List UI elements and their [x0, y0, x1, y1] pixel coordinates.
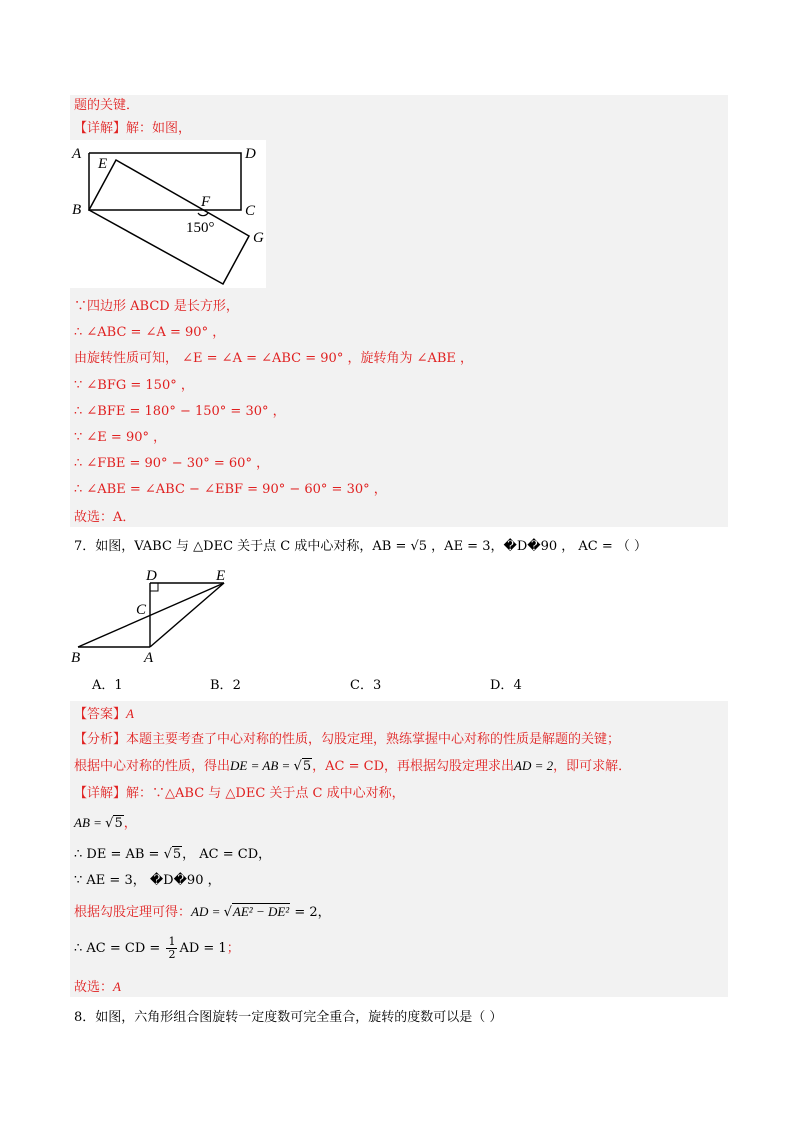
analysis-formula-ad: AD = 2	[514, 758, 554, 773]
label-A: A	[144, 650, 154, 665]
detail-formula-de: ∴ DE = AB =	[74, 847, 164, 862]
sol6-step-8: ∴ ∠ABE = ∠ABC − ∠EBF = 90° − 60° = 30° ，	[74, 482, 387, 497]
sol6-step-7: ∴ ∠FBE = 90° − 30° = 60° ，	[74, 456, 270, 471]
q7-detail-line-2: AB = √5，	[74, 815, 137, 831]
option-d-letter: D．	[490, 678, 514, 693]
sol6-step-3: 由旋转性质可知， ∠E = ∠A = ∠ABC = 90° ，旋转角为 ∠ABE ，	[74, 351, 474, 366]
analysis-label: 【分析】	[74, 732, 127, 747]
label-C: C	[245, 203, 256, 219]
fraction-denominator: 2	[168, 948, 176, 961]
q7-answer-line	[74, 704, 134, 725]
label-F: F	[201, 194, 211, 210]
detail-ac-cd-formula: ∴ AC = CD =	[74, 941, 165, 956]
label-E: E	[216, 568, 226, 584]
question-8-stem: 8．如图，六角形组合图旋转一定度数可完全重合，旋转的度数可以是（ ）	[74, 1010, 503, 1025]
answer-value: A	[126, 706, 134, 721]
detail-comma: ，	[123, 816, 137, 831]
sol6-step-5: ∴ ∠BFE = 180° − 150° = 30° ，	[74, 404, 286, 419]
detail-text-1: 解：∵△ABC 与 △DEC 关于点 C 成中心对称，	[126, 786, 405, 801]
detail-label: 【详解】	[74, 786, 127, 801]
answer-label: 【答案】	[74, 707, 127, 722]
label-D: D	[245, 146, 256, 162]
option-b-value: 2	[232, 678, 241, 693]
label-B: B	[72, 202, 82, 218]
detail-sqrt-5-b: 5	[172, 847, 182, 862]
final-label: 故选：	[74, 980, 114, 995]
sol6-step-1: ∵四边形 ABCD 是长方形，	[74, 299, 239, 314]
question-7-stem	[74, 537, 647, 557]
q7-detail-line-5: 根据勾股定理可得：AD = √AE² − DE² = 2，	[74, 904, 331, 920]
sol6-answer: 故选：A．	[74, 510, 136, 525]
detail-equals-2: = 2，	[290, 905, 331, 920]
rectangle-rotation-figure	[70, 140, 266, 288]
analysis-text-2d: ，AC = CD，再根据勾股定理求出	[312, 759, 514, 774]
solution-6-top-line: 题的关键．	[74, 98, 140, 113]
label-A: A	[72, 146, 82, 162]
q7-detail-line-1	[74, 784, 405, 804]
option-b[interactable]	[210, 676, 241, 696]
q7-detail-line-3: ∴ DE = AB = √5， AC = CD，	[74, 847, 272, 862]
detail-pythagoras-label: 根据勾股定理可得：	[74, 905, 192, 920]
q7-final-answer	[74, 977, 121, 998]
final-value: A	[113, 979, 121, 994]
detail-ad-equals-1: AD = 1	[179, 941, 227, 956]
sol6-step-6: ∵ ∠E = 90° ，	[74, 430, 167, 445]
central-symmetry-figure	[66, 565, 236, 665]
q7-stem-part-b: VABC 与 △DEC 关于点 C 成中心对称，	[134, 539, 373, 554]
label-D: D	[146, 568, 157, 584]
detail-ac-cd: ， AC = CD，	[182, 847, 272, 862]
sol6-step-2: ∴ ∠ABC = ∠A = 90° ，	[74, 325, 226, 340]
option-d[interactable]	[490, 676, 522, 696]
option-a[interactable]	[92, 676, 123, 696]
option-c-value: 3	[372, 678, 382, 693]
option-c[interactable]	[350, 676, 381, 696]
option-d-value: 4	[513, 678, 522, 693]
label-C: C	[136, 602, 147, 618]
q7-analysis-line-1	[74, 730, 620, 750]
analysis-text-1: 本题主要考查了中心对称的性质，勾股定理，熟练掌握中心对称的性质是解题的关键；	[126, 732, 621, 747]
sol6-step-4: ∵ ∠BFG = 150° ，	[74, 378, 194, 393]
label-angle-150: 150°	[186, 220, 215, 236]
analysis-text-2f: ，即可求解．	[553, 759, 632, 774]
q7-detail-line-4: ∵ AE = 3， �D�90 ，	[74, 873, 221, 888]
detail-sqrt-5: 5	[114, 816, 123, 831]
option-a-letter: A．	[92, 678, 115, 693]
q7-stem-part-c: AB = √5 ，AE = 3，�D�90 ， AC = （ ）	[372, 539, 647, 554]
detail-formula-ab: AB =	[74, 815, 106, 830]
analysis-formula-de: DE = AB =	[230, 758, 294, 773]
fraction-numerator: 1	[168, 935, 176, 948]
detail-ad: AD =	[191, 904, 224, 919]
option-b-letter: B．	[210, 678, 233, 693]
detail-label: 【详解】	[74, 121, 127, 136]
q7-stem-part-a: 7．如图，	[74, 539, 135, 554]
q7-detail-line-6	[74, 936, 240, 961]
label-E: E	[98, 156, 108, 172]
option-a-value: 1	[114, 678, 123, 693]
solution-6-detail-heading	[74, 119, 191, 139]
detail-semicolon: ；	[226, 941, 240, 956]
fraction-half	[166, 936, 177, 961]
detail-text: 解：如图，	[126, 121, 192, 136]
analysis-sqrt-5: 5	[302, 759, 312, 774]
label-G: G	[253, 230, 264, 246]
option-c-letter: C．	[350, 678, 373, 693]
label-B: B	[71, 650, 81, 665]
q7-analysis-line-2: 根据中心对称的性质，得出DE = AB = √5，AC = CD，再根据勾股定理求出AD = 2，即可求解．	[74, 758, 632, 774]
detail-sqrt-expression: AE² − DE²	[232, 904, 290, 919]
analysis-text-2a: 根据中心对称的性质，得出	[74, 759, 231, 774]
